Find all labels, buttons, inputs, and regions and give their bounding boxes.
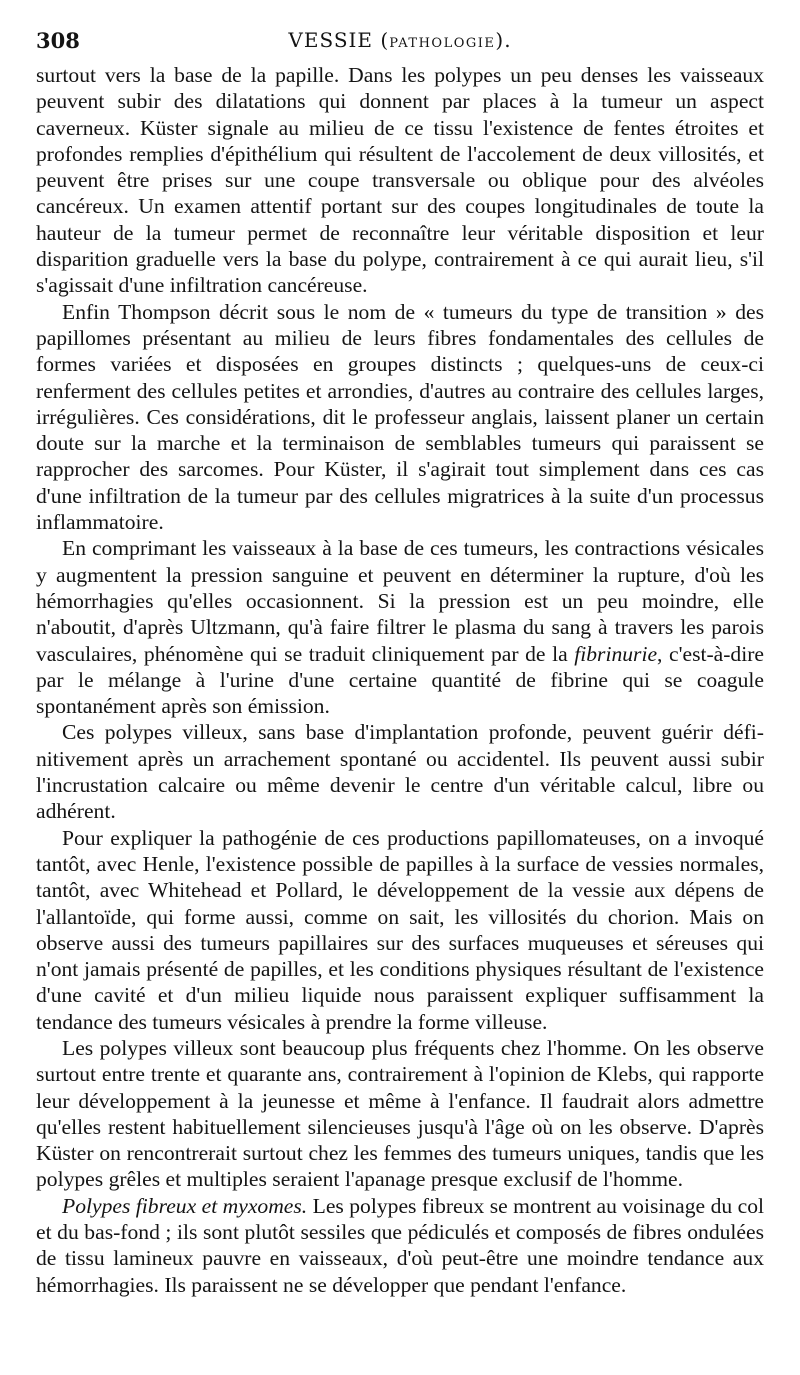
running-title-sub: PATHOLOGIE — [389, 36, 496, 51]
body-text — [36, 62, 764, 1298]
running-header — [36, 26, 764, 62]
italic-fibrinurie: fibrinurie — [574, 641, 658, 666]
paragraph-frequence: Les polypes villeux sont beaucoup plus fréquents chez l'homme. On les observe surtout entre trente et quarante ans, contrairement à l'opinion de Klebs, qui rapporte leur développement à la jeunesse et même à l'enfance. Il faudrait alors admettre qu'elles restent habituellement silencieuses jusqu'à l'âge où on les observe. D'après Küster on rencontrerait surtout chez les femmes des tumeurs uniques, tandis que les polypes grêles et multiples seraient l'apanage presque exclusif de l'homme. — [36, 1035, 764, 1192]
running-title-main: VESSIE ( — [288, 28, 390, 52]
running-title-end: ). — [495, 28, 512, 52]
paragraph-hemorrhagies: En comprimant les vaisseaux à la base de ces tumeurs, les contractions vésicales y augmentent la pression sanguine et peuvent en déterminer la rupture, d'où les hémorrhagies qu'elles occasionnent. Si la pression est un peu moindre, elle n'aboutit, d'après Ultzmann, qu'à faire filtrer le plasma du sang à travers les parois vasculaires, phénomène qui se traduit cliniquement par de la fibrinurie, c'est-à-dire par le mélange à l'urine d'une certaine quantité de fibrine qui se coagule spontanément après son émission. — [36, 536, 765, 719]
page-number: 308 — [36, 28, 80, 53]
paragraph-polypes-fibreux: Polypes fibreux et myxomes. Les polypes fibreux se montrent au voisinage du col et du bas-fond ; ils sont plutôt sessiles que pédiculés et composés de fibres ondulées de tissu lamineux pauvre en vaisseaux, d'où peut-être une moindre tendance aux hémorrhagies. Ils paraissent ne se développer que pendant l'enfance. — [36, 1193, 764, 1297]
paragraph-guerison: Ces polypes villeux, sans base d'implantation profonde, peuvent guérir définitivement après un arrachement spontané ou accidentel. Ils peuvent aussi subir l'incrustation calcaire ou même devenir le centre d'un véritable calcul, libre ou adhérent. — [36, 720, 764, 824]
section-heading-polypes-fibreux: Polypes fibreux et myxomes. — [62, 1193, 308, 1218]
paragraph-continued: surtout vers la base de la papille. Dans les polypes un peu denses les vaisseaux peuvent subir des dilatations qui donnent par places à la tumeur un aspect caverneux. Küster signale au milieu de ce tissu l'existence de fentes étroites et profondes remplies d'épithélium qui résultent de l'accolement de deux villosités, et peuvent être prises sur une coupe transversale ou oblique pour des alvéoles cancéreux. Un examen attentif portant sur des coupes longitudinales de toute la hauteur de la tumeur permet de reconnaître leur véritable disposition et leur disparition graduelle vers la base du polype, contrairement à ce qui aurait lieu, s'il s'agissait d'une infiltration cancéreuse. — [36, 63, 764, 298]
running-title — [36, 28, 764, 52]
paragraph-thompson: Enfin Thompson décrit sous le nom de « tumeurs du type de transition » des papillomes présentant au milieu de leurs fibres fondamentales des cellules de formes variées et disposées en groupes distincts ; quelques-uns de ceux-ci renferment des cellules petites et arrondies, d'autres au contraire des cellules larges, irrégulières. Ces considérations, dit le professeur anglais, laissent planer un certain doute sur la marche et la terminaison de semblables tumeurs qui paraissent se rapprocher des sarcomes. Pour Küster, il s'agirait tout simplement dans ces cas d'une infiltration de la tumeur par des cellules migratrices à la suite d'un processus inflammatoire. — [36, 299, 764, 535]
paragraph-pathogenie: Pour expliquer la pathogénie de ces productions papillomateuses, on a invoqué tantôt, avec Henle, l'existence possible de papilles à la surface de vessies normales, tantôt, avec Whitehead et Pollard, le développement de la vessie aux dépens de l'allantoïde, qui forme aussi, comme on sait, les villosités du chorion. Mais on observe aussi des tumeurs papillaires sur des surfaces muqueuses et séreuses qui n'ont jamais présenté de papilles, et les conditions physiques résultant de l'existence d'une cavité et d'un milieu liquide nous paraissent expliquer suffisamment la tendance des tumeurs vésicales à prendre la forme villeuse. — [36, 825, 764, 1034]
